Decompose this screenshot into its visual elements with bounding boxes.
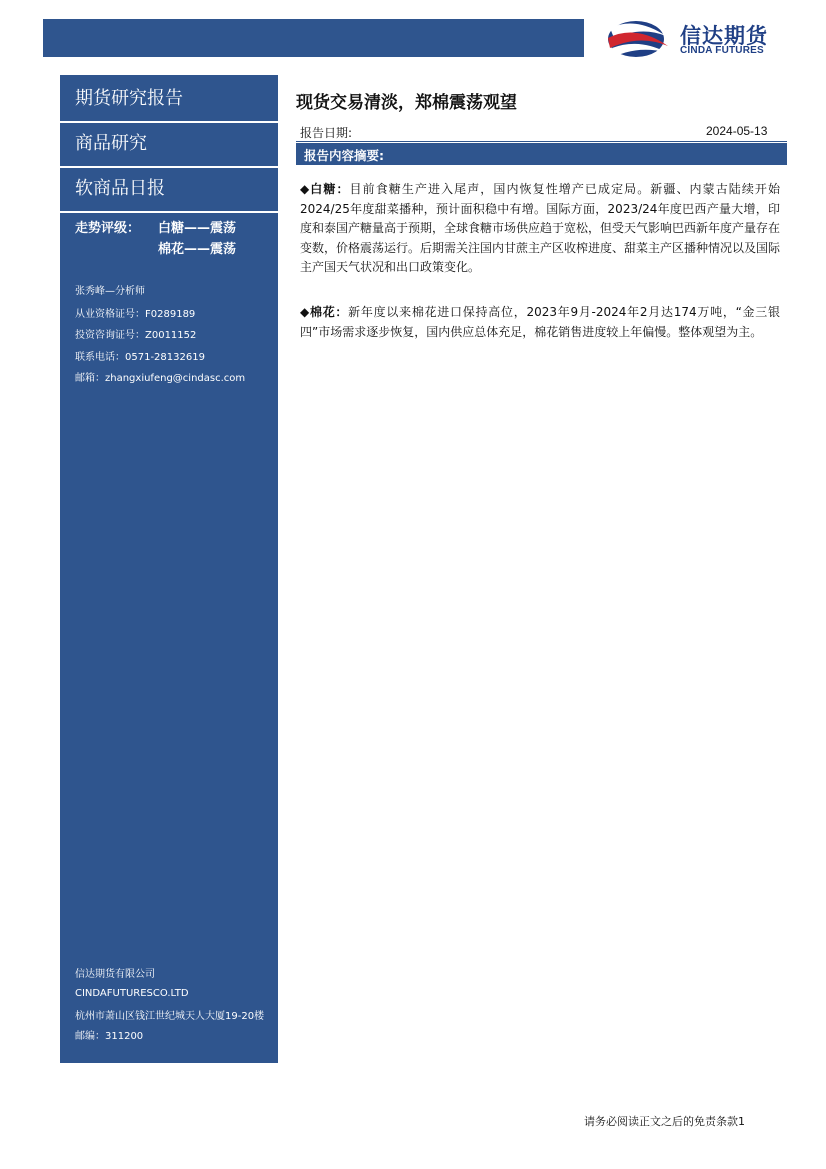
report-title: 现货交易清淡，郑棉震荡观望 [296, 93, 517, 113]
logo-text-en: CINDA FUTURES [680, 45, 764, 56]
summary-label: 报告内容摘要: [304, 148, 384, 163]
summary-header [296, 143, 787, 165]
cotton-label: ◆棉花： [300, 305, 349, 319]
rating-sugar: 白糖——震荡 [158, 221, 237, 236]
rating-cotton: 棉花——震荡 [158, 242, 237, 257]
date-divider [296, 141, 787, 142]
cotton-text: 新年度以来棉花进口保持高位，2023年9月-2024年2月达174万吨，“金三银四”市场需求逐步恢复，国内供应总体充足，棉花销售进度较上年偏慢。整体观望为主。 [300, 305, 780, 339]
sidebar-title-research-report: 期货研究报告 [75, 88, 183, 109]
sidebar-divider [60, 121, 278, 123]
rating-label: 走势评级： [75, 221, 141, 236]
cinda-logo-icon [606, 18, 672, 60]
company-name-en: CINDAFUTURESCO.LTD [75, 988, 189, 999]
analyst-consulting-id: 投资咨询证号：Z0011152 [75, 330, 197, 341]
company-postcode: 邮编：311200 [75, 1031, 144, 1042]
company-address: 杭州市萧山区钱江世纪城天人大厦19-20楼 [75, 1011, 265, 1022]
disclaimer-footer: 请务必阅读正文之后的免责条款1 [584, 1115, 745, 1128]
sidebar [60, 75, 278, 1063]
analyst-qualification: 从业资格证号：F0289189 [75, 309, 196, 320]
report-date: 2024-05-13 [706, 124, 768, 138]
sidebar-title-commodity: 商品研究 [75, 133, 147, 154]
cotton-paragraph [300, 303, 780, 342]
cinda-logo [606, 18, 791, 60]
analyst-name: 张秀峰—分析师 [75, 286, 145, 297]
sidebar-title-daily: 软商品日报 [75, 178, 165, 199]
sidebar-divider [60, 166, 278, 168]
analyst-phone: 联系电话：0571-28132619 [75, 352, 205, 363]
analyst-email: 邮箱：zhangxiufeng@cindasc.com [75, 373, 246, 384]
sidebar-divider [60, 211, 278, 213]
sugar-paragraph [300, 180, 780, 278]
company-name: 信达期货有限公司 [75, 969, 155, 980]
logo-text-cn: 信达期货 [680, 24, 768, 48]
sugar-text: 目前食糖生产进入尾声，国内恢复性增产已成定局。新疆、内蒙古陆续开始2024/25年度甜菜播种，预计面积稳中有增。国际方面，2023/24年度巴西产量大增，印度和泰国产糖量高于预期，全球食糖市场供应趋于宽松，但受天气影响巴西新年度产量存在变数，价格震荡运行。后期需关注国内甘蔗主产区收榨进度、甜菜主产区播种情况以及国际主产国天气状况和出口政策变化。 [300, 182, 781, 274]
header-bar [43, 19, 584, 57]
sugar-label: ◆白糖： [300, 182, 350, 196]
report-date-label: 报告日期: [300, 126, 353, 140]
